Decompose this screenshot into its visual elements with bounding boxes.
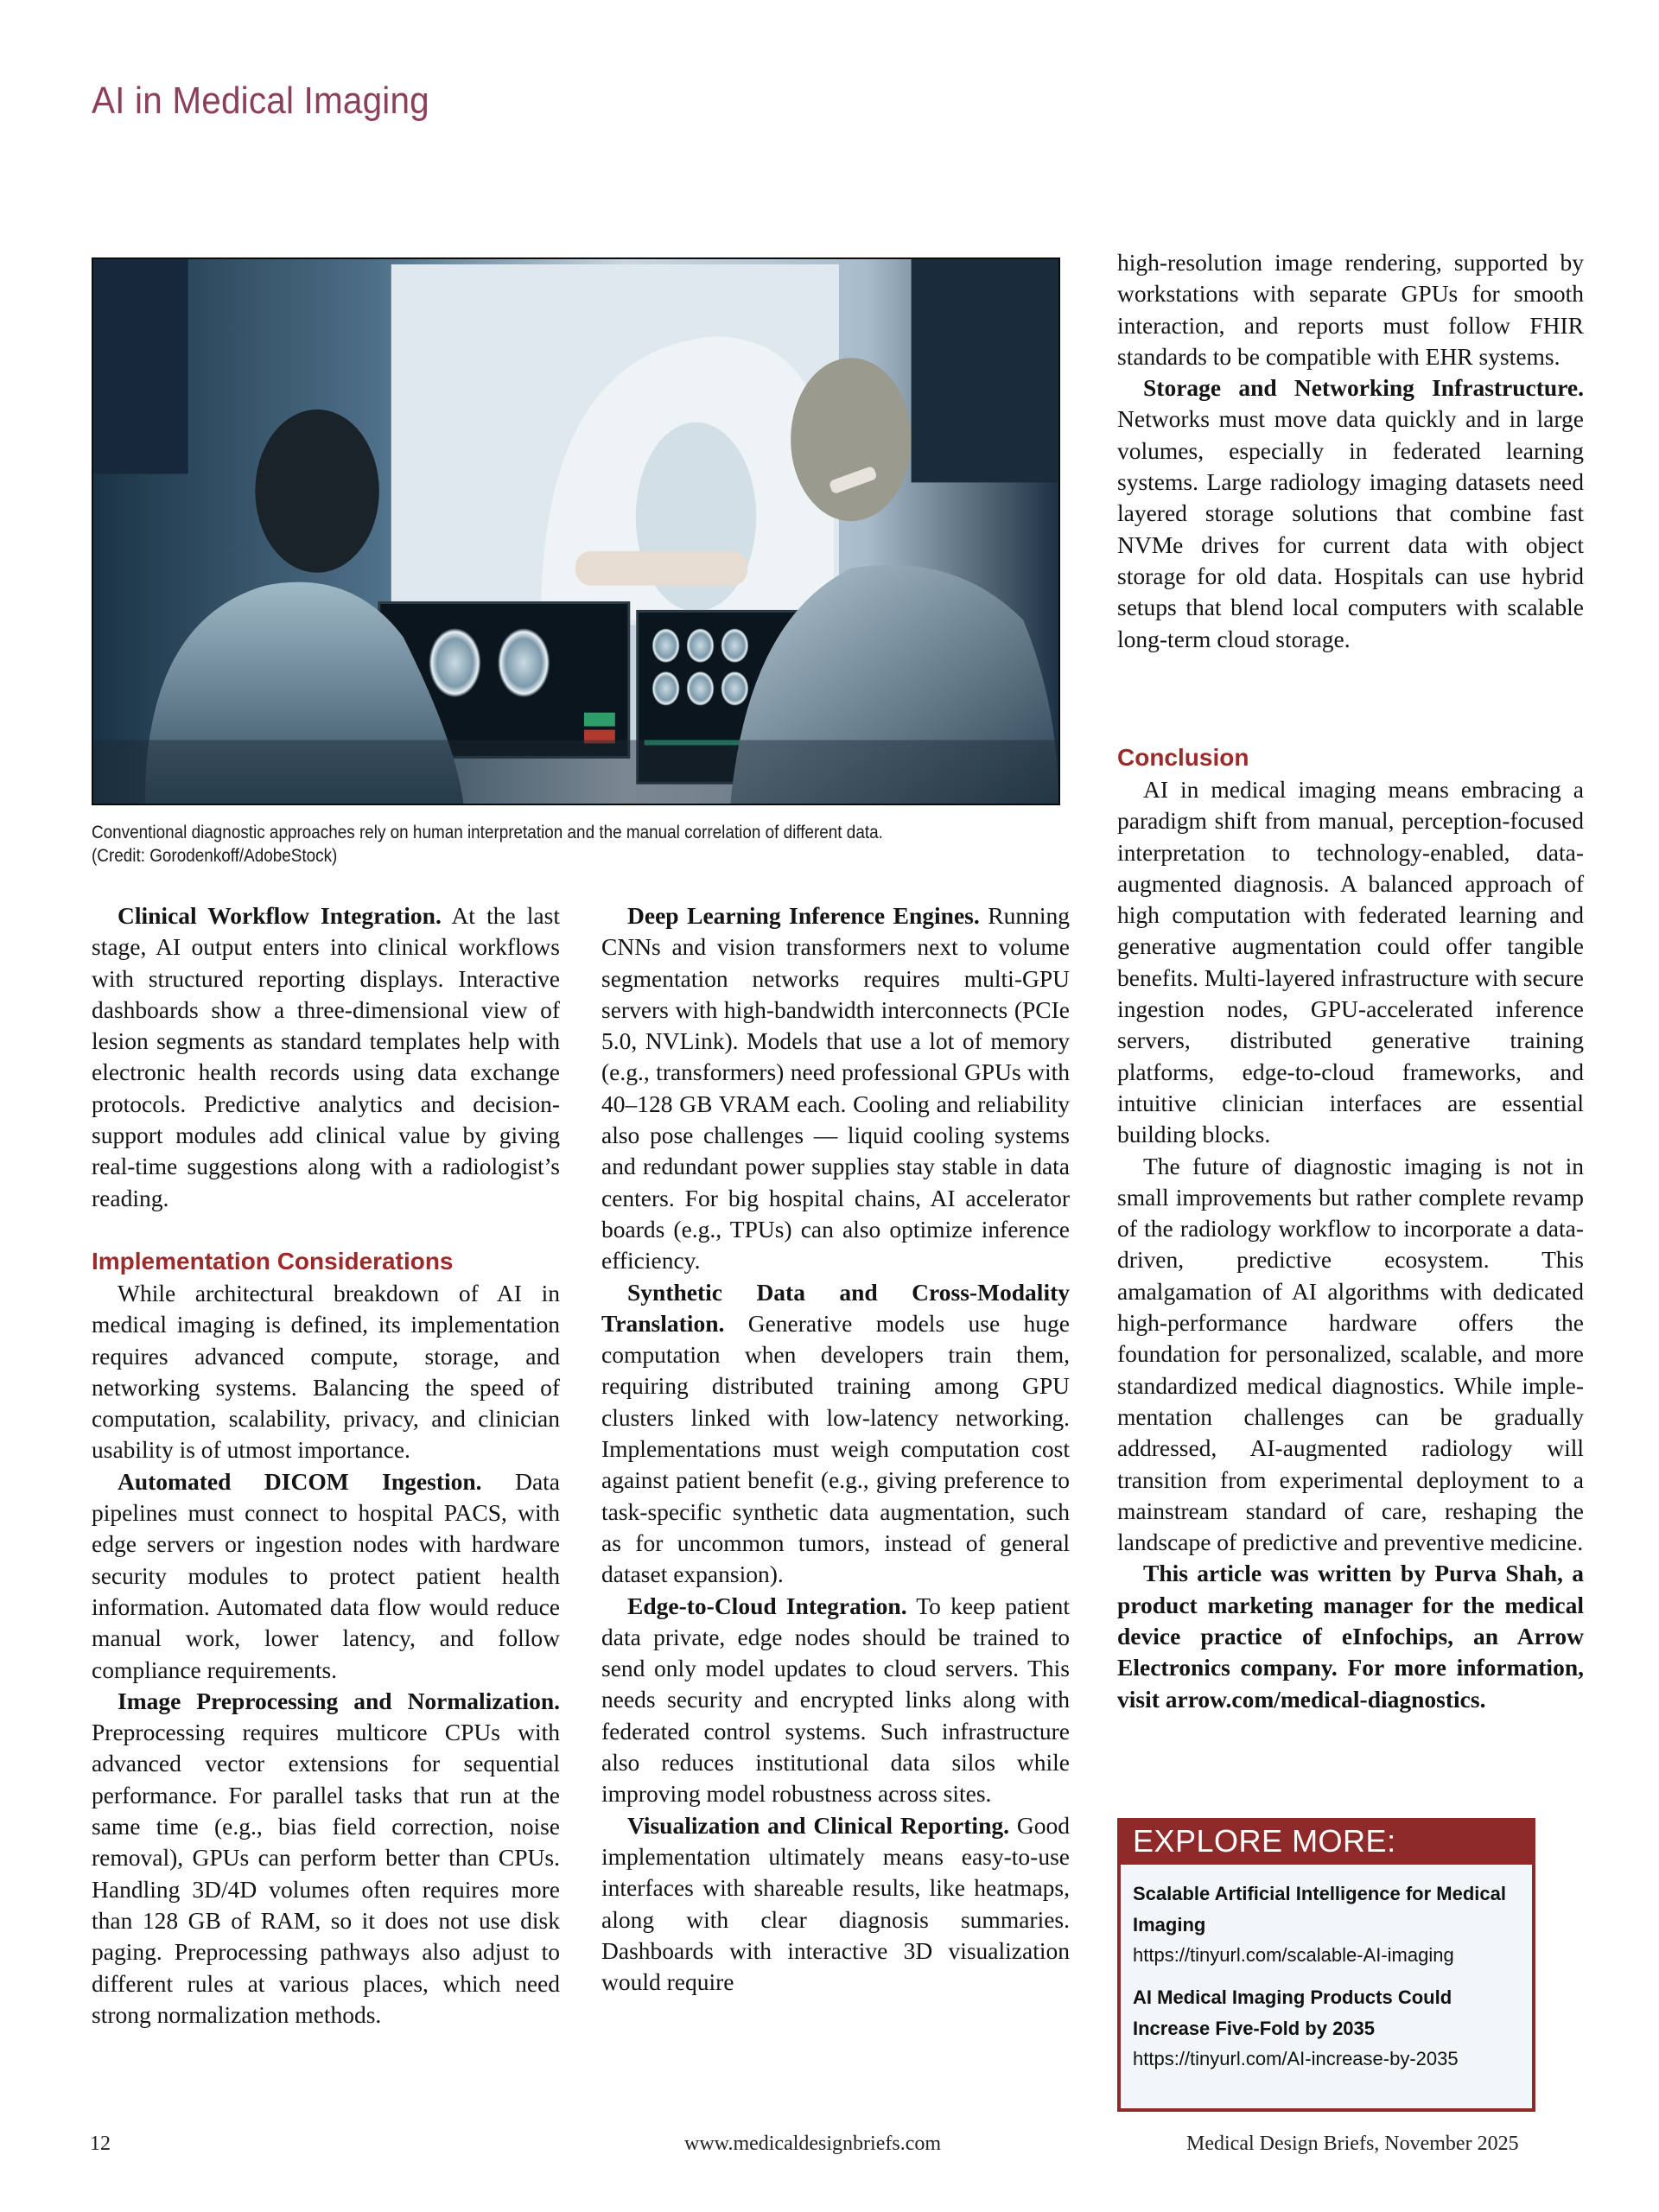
paragraph-conclusion-1: AI in medical imaging means embracing a paradigm shift from manual, perception-focused interpretation to technology-enabled, data-augmented diagnosis. A balanced approach of high computation with federated learning and generative augmentation could offer tangible benefits. Multi-layered infrastructure with secure ingestion nodes, GPU-accelerated inference servers, distributed generative training platforms, edge-to-cloud frameworks, and intuitive clinician interfaces are essential building blocks.: [1117, 776, 1584, 1148]
clinicians-viewing-ct-scans-image: [93, 259, 1058, 804]
paragraph-inference-engines: Deep Learning Inference Engines. Running CNNs and vision transformers next to volume segmentation networks requires multi-GPU servers with high-bandwidth interconnects (PCIe 5.0, NVLink). Models that use a lot of memory (e.g., transformers) need professional GPUs with 40–128 GB VRAM each. Cooling and reliability also pose challenges — liquid cooling systems and redundant power supplies stay stable in data centers. For big hospital chains, AI accelerator boards (e.g., TPUs) can also optimize inference efficiency.: [601, 902, 1070, 1274]
subhead-dicom-ingestion: Automated DICOM Ingestion.: [118, 1467, 482, 1495]
page-title: AI in Medical Imaging: [92, 79, 429, 122]
paragraph-image-preprocessing: Image Preprocessing and Normalization. Preprocessing requires multicore CPUs with advanced vector extensions for sequential performance. For parallel tasks that run at the same time (e.g., bias field correction, noise removal), GPUs can perform better than CPUs. Handling 3D/4D volumes often requires more than 128 GB of RAM, so it does not use disk paging. Preprocessing pathways also adjust to different rules at various places, which need strong normalization methods.: [92, 1687, 560, 2028]
paragraph-conclusion-2: The future of diagnostic imaging is not in small improvements but rather complete revamp of the radiology workflow to incorporate a data-driven, predictive ecosystem. This amalgamation of AI algorithms with dedicated high-performance hardware offers the foundation for personalized, scalable, and more standardized medical diagnostics. While implementation challenges can be gradually addressed, AI-augmented radiology will transition from experimental deployment to a mainstream standard of care, reshaping the landscape of predictive and preventive medicine.: [1117, 1152, 1584, 1556]
paragraph-visualization: Visualization and Clinical Reporting. Good implementation ultimately means easy-to-use interfaces with shareable results, like heatmaps, along with clear diagnosis summaries. Dashboards with interactive 3D visualization would require: [601, 1811, 1070, 1996]
article-column-right: [1117, 741, 1584, 1715]
subhead-visualization: Visualization and Clinical Reporting.: [627, 1811, 1009, 1839]
caption-text: Conventional diagnostic approaches rely on human interpretation and the manual correlation of different data.: [92, 823, 883, 842]
paragraph-storage-networking: Storage and Networking Infrastructure. Networks must move data quickly and in large volumes, especially in federated learning systems. Large radiology imaging datasets need layered storage solutions that combine fast NVMe drives for current data with object storage for old data. Hospitals can use hybrid setups that blend local computers with scalable long-term cloud storage.: [1117, 374, 1584, 652]
heading-implementation-considerations: Implementation Considerations: [92, 1247, 454, 1274]
page-footer: [0, 2133, 1659, 2167]
paragraph-visualization-continued: high-resolution image rendering, supported by workstations with separate GPUs for smooth interaction, and reports must follow FHIR standards to be compatible with EHR systems.: [1117, 249, 1584, 370]
explore-item-title: AI Medical Imaging Products Could Increase Five-Fold by 2035: [1133, 1986, 1452, 2039]
explore-item-link[interactable]: https://tinyurl.com/AI-increase-by-2035: [1133, 2048, 1459, 2069]
paragraph-edge-to-cloud: Edge-to-Cloud Integration. To keep patient data private, edge nodes should be trained to send only model updates to cloud servers. This needs security and encrypted links along with federated control systems. Such infrastructure also reduces institutional data silos while improving model robustness across sites.: [601, 1592, 1070, 1808]
page-number: 12: [90, 2133, 111, 2155]
explore-item: [1133, 1878, 1520, 1970]
paragraph-clinical-workflow: Clinical Workflow Integration. At the last stage, AI output enters into clinical workflows with structured reporting displays. Interactive dashboards show a three-dimensional view of lesion segments as standard templates help with electronic health records using data exchange protocols. Predictive analytics and decision-support modules add clinical value by giving real-time suggestions along with a radiologist’s reading.: [92, 902, 560, 1211]
subhead-image-preprocessing: Image Preprocessing and Normalization.: [118, 1687, 560, 1714]
figure-caption: [92, 821, 970, 868]
paragraph-synthetic-data: Synthetic Data and Cross-Modality Translation. Generative models use huge computation when developers train them, requiring distributed training among GPU clusters linked with low-latency networking. Implementations must weigh computation cost against patient benefit (e.g., giving preference to task-specific synthetic data augmentation, such as for uncommon tumors, instead of general dataset expansion).: [601, 1278, 1070, 1588]
subhead-clinical-workflow: Clinical Workflow Integration.: [118, 902, 442, 929]
article-photo: [92, 257, 1060, 805]
subhead-inference-engines: Deep Learning Inference Engines.: [627, 902, 980, 929]
subhead-synthetic-data: Synthetic Data and Cross-Modality Translation.: [601, 1278, 1070, 1337]
explore-more-title: EXPLORE MORE:: [1133, 1823, 1396, 1859]
subhead-storage-networking: Storage and Networking Infrastructure.: [1143, 374, 1584, 402]
article-column-left: [92, 900, 560, 2031]
explore-item-title: Scalable Artificial Intelligence for Medical Imaging: [1133, 1883, 1506, 1936]
explore-item-link[interactable]: https://tinyurl.com/scalable-AI-imaging: [1133, 1944, 1454, 1966]
heading-conclusion: Conclusion: [1117, 744, 1249, 771]
caption-credit: (Credit: Gorodenkoff/AdobeStock): [92, 846, 338, 866]
footer-website-link[interactable]: www.medicaldesignbriefs.com: [684, 2133, 942, 2155]
footer-publication: Medical Design Briefs, November 2025: [1186, 2133, 1519, 2155]
explore-more-box: [1117, 1818, 1535, 2112]
paragraph-implementation-intro: While architectural breakdown of AI in medical imaging is defined, its implementation requires advanced compute, storage, and networking systems. Balancing the speed of computation, scalability, privacy, and clinician usability is of utmost importance.: [92, 1279, 560, 1464]
paragraph-dicom-ingestion: Automated DICOM Ingestion. Data pipelines must connect to hospital PACS, with edge servers or ingestion nodes with hardware security modules to protect patient health information. Automated data flow would reduce manual work, lower latency, and follow compliance requirements.: [92, 1467, 560, 1683]
article-column-middle: [601, 900, 1070, 1998]
article-column-right-top: [1117, 247, 1584, 655]
subhead-edge-to-cloud: Edge-to-Cloud Integration.: [627, 1592, 907, 1619]
explore-item: [1133, 1982, 1520, 2074]
explore-more-list: [1121, 1865, 1532, 2108]
author-bio: This article was written by Purva Shah, a product marketing manager for the medical device practice of eInfochips, an Arrow Electronics company. For more information, visit arrow.com/medical-diagnostics.: [1117, 1560, 1584, 1713]
